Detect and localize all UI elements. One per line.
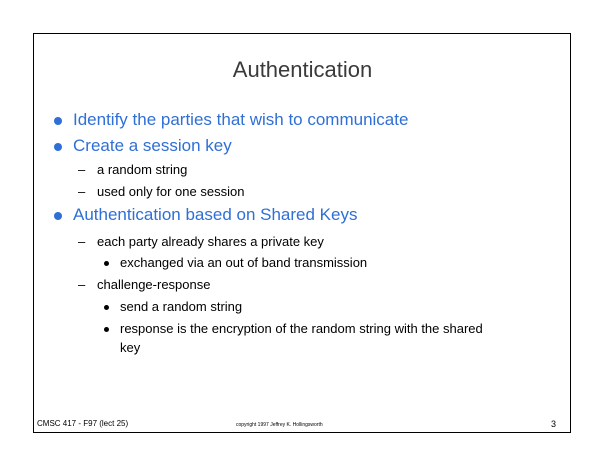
detail-response-encryption-continued: key: [120, 340, 141, 355]
detail-send-random-string: send a random string: [120, 299, 243, 314]
dot-bullet-icon: [104, 327, 109, 332]
dot-bullet-icon: [104, 261, 109, 266]
subitem-random-string: a random string: [97, 162, 188, 177]
page-number: 3: [551, 419, 557, 429]
bullet-icon: [54, 117, 62, 125]
footer-copyright: copyright 1997 Jeffrey K. Hollingsworth: [236, 422, 323, 428]
dash-icon: –: [78, 234, 86, 249]
subitem-challenge-response: challenge-response: [97, 277, 211, 292]
footer-course-info: CMSC 417 - F97 (lect 25): [37, 419, 129, 428]
dot-bullet-icon: [104, 305, 109, 310]
subitem-private-key: each party already shares a private key: [97, 234, 324, 249]
bullet-icon: [54, 212, 62, 220]
subitem-one-session: used only for one session: [97, 184, 245, 199]
dash-icon: –: [78, 162, 86, 177]
slide-frame: [33, 33, 571, 433]
bullet-identify-parties: Identify the parties that wish to communicate: [73, 110, 409, 129]
bullet-shared-keys: Authentication based on Shared Keys: [73, 205, 358, 224]
bullet-create-session-key: Create a session key: [73, 136, 232, 155]
dash-icon: –: [78, 184, 86, 199]
bullet-icon: [54, 143, 62, 151]
slide-title: Authentication: [232, 57, 373, 82]
detail-response-encryption: response is the encryption of the random string with the shared: [120, 321, 483, 336]
detail-out-of-band: exchanged via an out of band transmission: [120, 255, 368, 270]
dash-icon: –: [78, 277, 86, 292]
